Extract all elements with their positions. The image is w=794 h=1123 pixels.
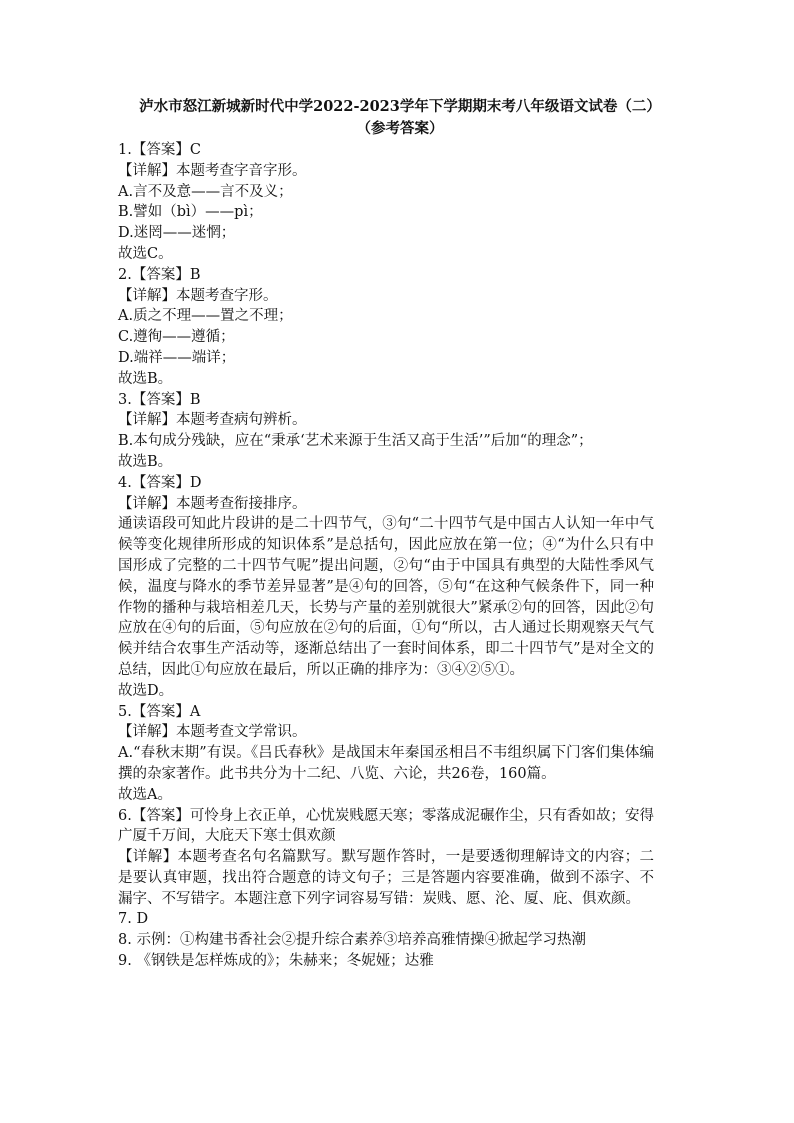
q2-explanation: 【详解】本题考查字形。	[118, 287, 278, 304]
answer-key-page	[118, 96, 678, 972]
q9-answer: 9. 《钢铁是怎样炼成的》；朱赫来；冬妮娅；达雅	[118, 953, 434, 970]
q6-answer: 6.【答案】可怜身上衣正单，心忧炭贱愿天寒；零落成泥碾作尘，只有香如故；安得广厦千万间，大庇天下寒士俱欢颜	[118, 807, 654, 845]
document-subtitle: （参考答案）	[356, 120, 444, 137]
q1-answer: 1.【答案】C	[118, 142, 201, 158]
q1-option-b: B.譬如（bì）——pì；	[118, 204, 263, 221]
q2-option-a: A.质之不理——置之不理；	[118, 308, 293, 325]
q5-conclusion: 故选A。	[118, 786, 172, 803]
q2-conclusion: 故选B。	[118, 370, 173, 387]
q6-explanation: 【详解】本题考查名句名篇默写。默写题作答时，一是要透彻理解诗文的内容；二是要认真审题，找出符合题意的诗文句子；三是答题内容要准确，做到不添字、不漏字、不写错字。本题注意下列字词容易写错：炭贱、愿、沦、厦、庇、俱欢颜。	[118, 849, 654, 907]
q4-explanation: 【详解】本题考查衔接排序。	[118, 495, 307, 512]
q1-explanation: 【详解】本题考查字音字形。	[118, 162, 307, 179]
q2-option-d: D.端祥——端详；	[118, 349, 236, 366]
q3-option-b: B.本句成分残缺，应在“秉承‘艺术来源于生活又高于生活’”后加“的理念”；	[118, 433, 593, 450]
q1-conclusion: 故选C。	[118, 245, 173, 262]
q1-option-d: D.迷罔——迷惘；	[118, 225, 236, 242]
q5-analysis-paragraph: A.“春秋末期”有误。《吕氏春秋》是战国末年秦国丞相吕不韦组织属下门客们集体编撰的杂家著作。此书共分为十二纪、八览、六论，共26卷，160篇。	[118, 745, 654, 782]
q7-answer: 7. D	[118, 911, 149, 928]
q3-answer: 3.【答案】B	[118, 391, 201, 408]
q8-answer: 8. 示例：①构建书香社会②提升综合素养③培养高雅情操④掀起学习热潮	[118, 932, 586, 949]
q3-conclusion: 故选B。	[118, 453, 173, 470]
q4-analysis-paragraph: 通读语段可知此片段讲的是二十四节气，③句“二十四节气是中国古人认知一年中气候等变化规律所形成的知识体系”是总括句，因此应放在第一位；④“为什么只有中国形成了完整的二十四节气呢”提出问题，②句“由于中国具有典型的大陆性季风气候，温度与降水的季节差异显著”是④句的回答，⑤句“在这种气候条件下，同一种作物的播种与栽培相差几天，长势与产量的差别就很大”紧承②句的回答，因此②句应放在④句的后面，⑤句应放在②句的后面，①句“所以，古人通过长期观察天气气候并结合农事生产活动等，逐渐总结出了一套时间体系，即二十四节气”是对全文的总结，因此①句应放在最后，所以正确的排序为：③④②⑤①。	[118, 516, 654, 678]
q2-option-c: C.遵徇——遵循；	[118, 329, 235, 346]
q4-answer: 4.【答案】D	[118, 474, 202, 491]
q5-answer: 5.【答案】A	[118, 703, 201, 720]
q1-option-a: A.言不及意——言不及义；	[118, 183, 293, 200]
q2-answer: 2.【答案】B	[118, 266, 201, 283]
document-title: 泸水市怒江新城新时代中学2022-2023学年下学期期末考八年级语文试卷（二）	[139, 98, 661, 115]
q4-conclusion: 故选D。	[118, 682, 174, 699]
q5-explanation: 【详解】本题考查文学常识。	[118, 724, 307, 741]
q3-explanation: 【详解】本题考查病句辨析。	[118, 412, 307, 429]
